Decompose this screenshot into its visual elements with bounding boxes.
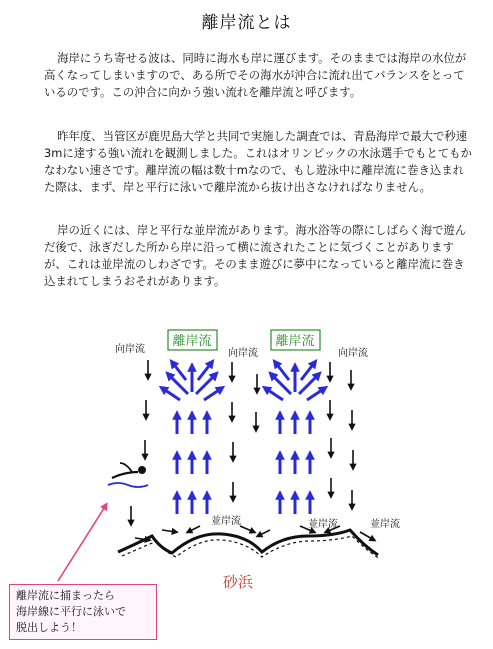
longshore-label-2: 並岸流 — [308, 519, 338, 530]
rip-arrow-left-13 — [162, 388, 180, 400]
onshore-label-1: 向岸流 — [115, 344, 145, 355]
paragraph-survey: 昨年度、当管区が鹿児島大学と共同で実施した調査では、青島海岸で最大で秒速3mに達する強い流れを観測しました。これはオリンピックの水泳選手でもとてもかなわない速さです。離岸流の幅は数十mなので、もし遊泳中に離岸流に巻き込まれた際は、まず、岸と平行に泳いで離岸流から抜け出さなければなりません。 — [44, 129, 472, 194]
paragraph-longshore: 岸の近くには、岸と平行な並岸流があります。海水浴等の際にしばらく海で遊んだ後で、泳ぎだした所から岸に沿って横に流されたことに気づくことがありますが、これは並岸流のしわざです。そのまま遊びに夢中になっていると離岸流に巻き込まれてしまうおそれがあります。 — [44, 223, 467, 288]
rip-current-label-left: 離岸流 — [172, 334, 212, 349]
rip-current-arrows — [162, 362, 325, 514]
paragraph-intro: 海岸にうち寄せる波は、同時に海水も岸に運びます。そのままでは海岸の水位が高くなってしまいますので、ある所でその海水が沖合に流れ出てバランスをとっているのです。この沖合に向かう強い流れを離岸流と呼びます。 — [44, 51, 467, 99]
longshore-arrow-8 — [360, 532, 374, 540]
rip-arrow-right-14 — [307, 388, 325, 400]
longshore-label-3: 並岸流 — [370, 519, 400, 530]
longshore-arrow-2 — [162, 530, 176, 532]
escape-callout — [9, 584, 157, 640]
longshore-arrow-4 — [240, 526, 254, 532]
shoreline — [118, 530, 378, 555]
longshore-arrow-3 — [188, 526, 200, 532]
rip-arrow-right-15 — [275, 362, 289, 380]
beach-label: 砂浜 — [222, 573, 254, 591]
rip-arrow-left-16 — [198, 362, 212, 380]
callout-line-1: 離岸流に捕まったら — [16, 589, 115, 602]
rip-arrow-left-15 — [172, 362, 186, 380]
onshore-label-3: 向岸流 — [338, 348, 368, 359]
swimmer-icon — [108, 463, 148, 487]
callout-pointer — [58, 505, 106, 581]
onshore-label-2: 向岸流 — [228, 348, 258, 359]
longshore-arrow-5 — [258, 530, 270, 536]
onshore-current-arrows — [131, 360, 353, 524]
longshore-label-1: 並岸流 — [211, 516, 241, 527]
rip-arrow-right-16 — [301, 362, 315, 380]
rip-arrow-right-13 — [265, 388, 283, 400]
rip-arrow-left-14 — [204, 388, 222, 400]
page-title: 離岸流とは — [201, 13, 292, 33]
callout-line-3: 脱出しよう！ — [16, 621, 82, 634]
rip-current-label-right: 離岸流 — [275, 334, 315, 349]
callout-line-2: 海岸線に平行に泳いで — [16, 605, 126, 618]
